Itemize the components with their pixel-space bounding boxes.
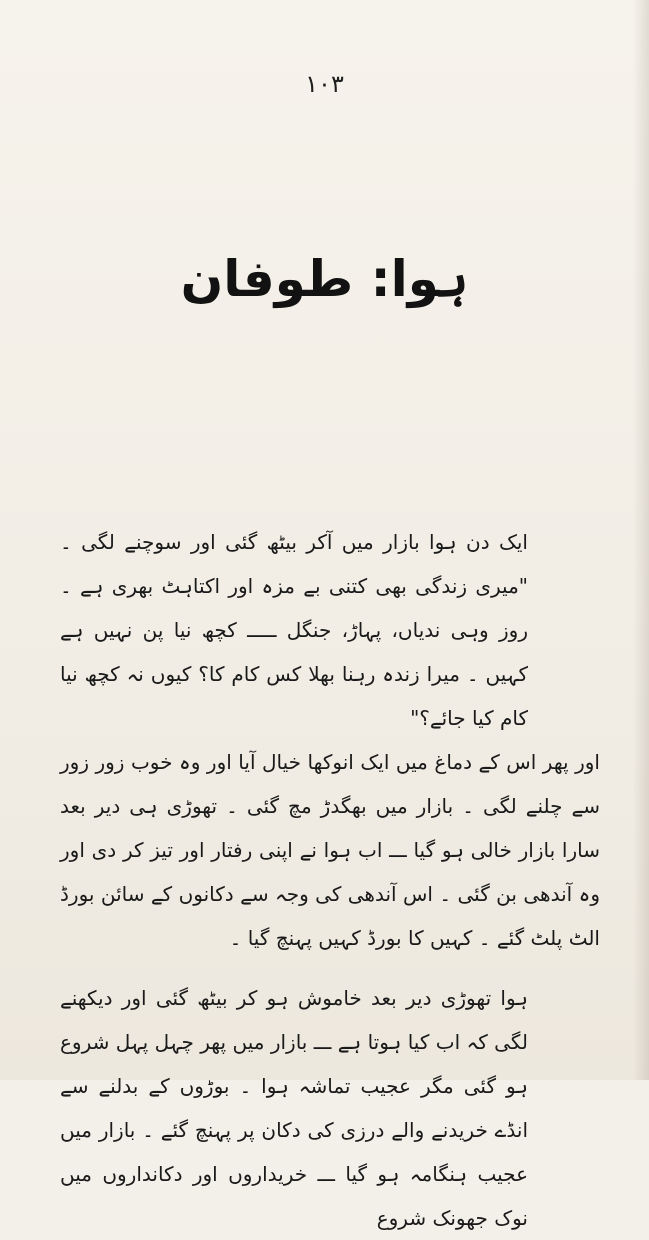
paragraph-1: ایک دن ہوا بازار میں آکر بیٹھ گئی اور سوچنے لگی ۔ "میری زندگی بھی کتنی بے مزہ اور اکتاہٹ بھری ہے ۔ روز وہی ندیاں، پہاڑ، جنگل ـــــ کچھ نیا پن نہیں ہے کہیں ۔ میرا زندہ رہنا بھلا کس کام کا؟ کیوں نہ کچھ نیا کام کیا جائے؟" (60, 530, 528, 730)
page-number: ۱۰۳ (305, 70, 344, 98)
binding-shadow (633, 0, 649, 1080)
body-text (60, 520, 600, 1240)
chapter-title: ہوا: طوفان (180, 250, 469, 308)
paragraph-2: اور پھر اس کے دماغ میں ایک انوکھا خیال آیا اور وہ خوب زور زور سے چلنے لگی ۔ بازار میں بھگدڑ مچ گئی ۔ تھوڑی ہی دیر بعد سارا بازار خالی ہو گیا ـــ اب ہوا نے اپنی رفتار اور تیز کر دی اور وہ آندھی بن گئی ۔ اس آندھی کی وجہ سے دکانوں کے سائن بورڈ الٹ پلٹ گئے ۔ کہیں کا بورڈ کہیں پہنچ گیا ۔ (60, 750, 600, 950)
paragraph-3: ہوا تھوڑی دیر بعد خاموش ہو کر بیٹھ گئی اور دیکھنے لگی کہ اب کیا ہوتا ہے ـــ بازار میں پھر چہل پہل شروع ہو گئی مگر عجیب تماشہ ہوا ۔ بوڑوں کے بدلنے سے انڈے خریدنے والے درزی کی دکان پر پہنچ گئے ۔ بازار میں عجیب ہنگامہ ہو گیا ـــ خریداروں اور دکانداروں میں نوک جھونک شروع (60, 986, 528, 1230)
